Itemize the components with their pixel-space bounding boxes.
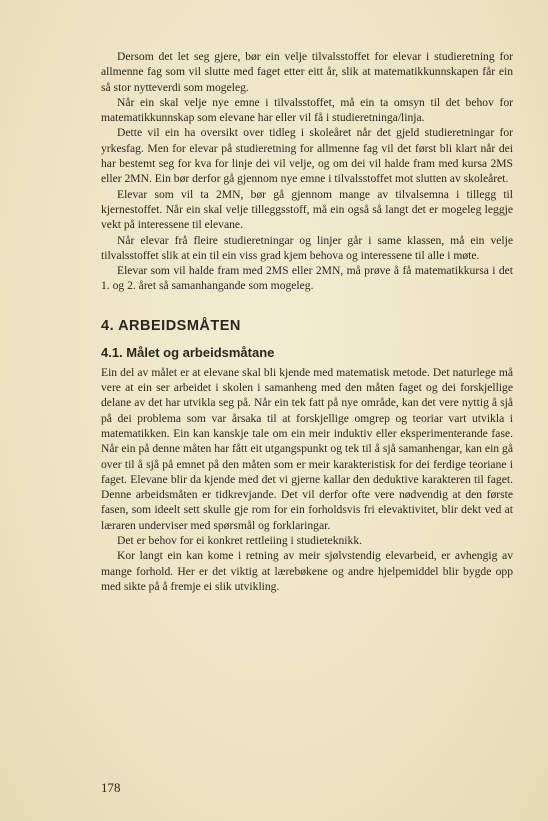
paragraph: Kor langt ein kan kome i retning av meir sjølvstendig elevarbeid, er avhengig av mange forhold. Her er det viktig at lærebøkene og andre hjelpemiddel blir bygde opp med sikte på å fremje ei slik utvikling. [101, 549, 513, 593]
paragraph: Elevar som vil halde fram med 2MS eller 2MN, må prøve å få matematikkursa i det 1. og 2. året så samanhangande som mogeleg. [101, 264, 513, 293]
section-heading: 4. ARBEIDSMÅTEN [101, 317, 241, 334]
paragraph: Elevar som vil ta 2MN, bør gå gjennom mange av tilvalsemna i tillegg til kjernestoffet. Når ein skal velje tilleggsstoff, må ein også så langt det er mogeleg leggje vekt på interessene til elevane. [101, 187, 513, 232]
section-text [101, 365, 513, 594]
paragraph: Ein del av målet er at elevane skal bli kjende med matematisk metode. Det naturlege må vere at ein ser arbeidet i skolen i samanheng med den måten faget og dei forskjellige delane av det har utvikla seg på. Når ein tek fatt på nye område, kan det vere nyttig å sjå på dei problema som var årsaka til at forskjellige omgrep og teoriar vart utvikla i matematikken. Ein kan kanskje tale om ein meir induktiv eller eksperimenterande fase. Når ein på denne måten har fått eit utgangspunkt og tek til å sjå samanhengar, kan ein gå over til å sjå på emnet på den måten som er meir karakteristisk for dei ferdige teoriane i faget. Elevane blir da kjende med det vi gjerne kallar den deduktive karakteren til faget. Denne arbeidsmåten er tidkrevjande. Det vil derfor ofte vere nødvendig at den første fasen, som ideelt sett skulle gje rom for ein forholdsvis fri elevaktivitet, blir dekt ved at læraren underviser med spørsmål og forklaringar. [101, 365, 513, 532]
paragraph: Når ein skal velje nye emne i tilvalsstoffet, må ein ta omsyn til det behov for matematikkunnskap som elevane har eller vil få i studieretninga/linja. [101, 95, 513, 125]
paragraph: Dersom det let seg gjere, bør ein velje tilvalsstoffet for elevar i studieretning for allmenne fag som vil slutte med faget etter eitt år, slik at matematikkunnskapen får ein så stor nytteverdi som mogeleg. [101, 50, 513, 94]
page-content [101, 49, 513, 594]
paragraph: Når elevar frå fleire studieretningar og linjer går i same klassen, må ein velje tilvalsstoffet slik at ein til ein viss grad kjem behova og interessene til alle i møte. [101, 233, 513, 262]
intro-text [101, 49, 513, 294]
page-number: 178 [101, 780, 121, 795]
paragraph: Dette vil ein ha oversikt over tidleg i skoleåret når det gjeld studieretningar for yrkesfag. Men for elevar på studieretning for allmenne fag vil det først bli klart når dei har bestemt seg for kva for linje dei vil velje, og om dei vil halde fram med kursa 2MS eller 2MN. Ein bør derfor gå gjennom nye emne i tilvalsstoffet mot slutten av skoleåret. [101, 126, 513, 186]
paragraph: Det er behov for ei konkret rettleiing i studieteknikk. [117, 534, 363, 548]
subsection-heading: 4.1. Målet og arbeidsmåtane [101, 344, 275, 360]
